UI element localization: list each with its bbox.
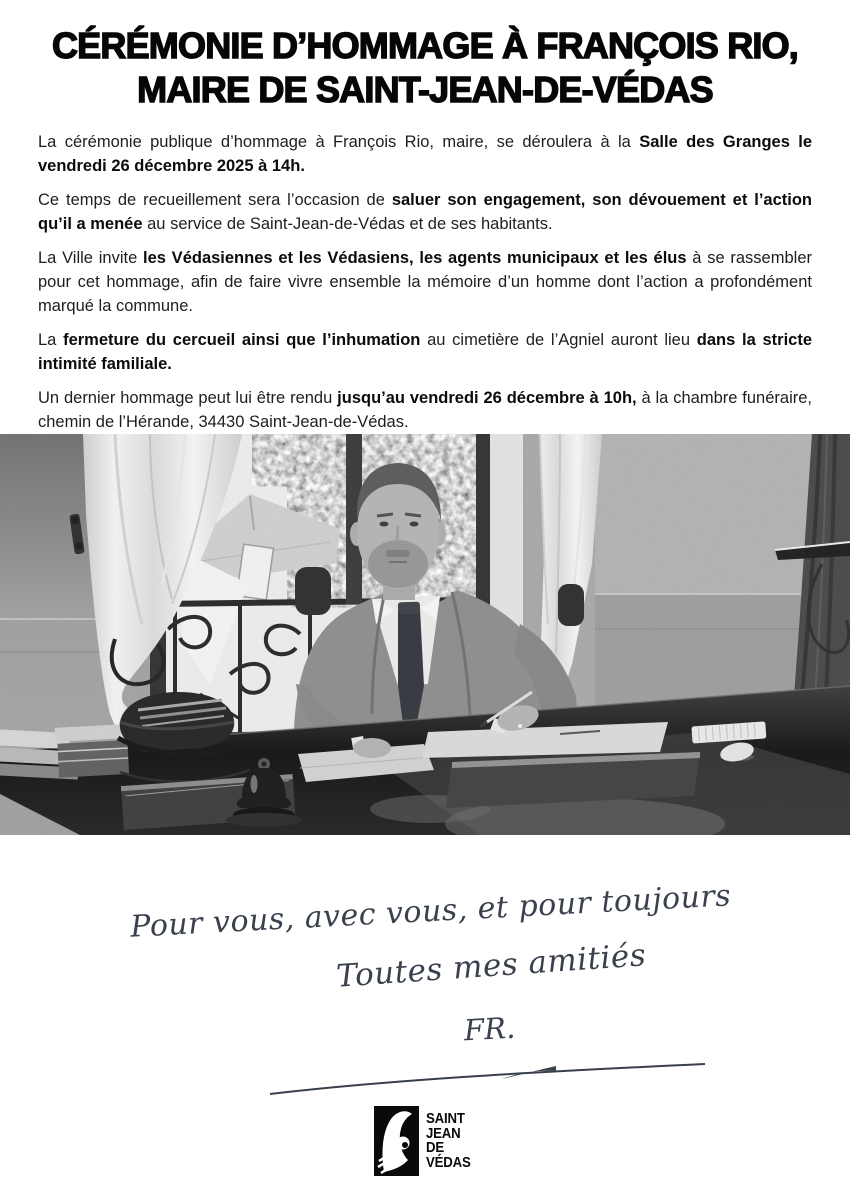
- text-segment-bold: dans la stricte intimité familiale.: [38, 331, 812, 373]
- mayor-photo-illustration: [0, 434, 850, 835]
- handwritten-initials: FR.: [463, 1010, 517, 1048]
- city-logo-emblem-icon: [374, 1106, 419, 1176]
- text-segment-bold: fermeture du cercueil ainsi que l’inhumation: [63, 331, 421, 349]
- paragraph-ceremony-info: [38, 130, 812, 178]
- announcement-text-block: [0, 0, 850, 434]
- signature-flourish: [200, 1048, 740, 1103]
- title-line-1: CÉRÉMONIE D’HOMMAGE À FRANÇOIS RIO,: [51, 25, 799, 66]
- text-segment: Un dernier hommage peut lui être rendu: [38, 389, 338, 407]
- handwritten-line-2: Toutes mes amitiés: [335, 937, 648, 995]
- city-logo-wordmark: [426, 1112, 471, 1170]
- mayor-portrait-photo: [0, 434, 850, 835]
- text-segment: Ce temps de recueillement sera l’occasion de: [38, 191, 392, 209]
- logo-line-saint: SAINT: [425, 1110, 465, 1127]
- text-segment: La Ville invite: [38, 249, 143, 267]
- logo-line-vedas: VÉDAS: [425, 1153, 471, 1171]
- text-segment: à la chambre funéraire, chemin de l’Hérande, 34430 Saint-Jean-de-Védas.: [38, 389, 812, 431]
- text-segment: La cérémonie publique d’hommage à François Rio, maire, se déroulera à la: [38, 133, 640, 151]
- paragraph-invitation: [38, 246, 812, 318]
- text-segment: au service de Saint-Jean-de-Védas et de ses habitants.: [142, 215, 553, 233]
- page-title: [38, 24, 812, 112]
- city-logo: [0, 1106, 850, 1176]
- text-segment-bold: Salle des Granges le vendredi 26 décembre 2025 à 14h.: [38, 133, 813, 175]
- logo-line-de: DE: [425, 1139, 444, 1156]
- paragraph-dernier-hommage: [38, 386, 812, 434]
- text-segment-bold: jusqu’au vendredi 26 décembre à 10h,: [337, 389, 637, 407]
- text-segment: au cimetière de l’Agniel auront lieu: [420, 331, 697, 349]
- text-segment-bold: saluer son engagement, son dévouement et l’action qu’il a menée: [38, 191, 812, 233]
- text-segment: à se rassembler pour cet hommage, afin de faire vivre ensemble la mémoire d’un homme dont l’action a profondément marqué la commune.: [38, 249, 812, 315]
- text-segment: La: [38, 331, 64, 349]
- paragraph-inhumation: [38, 328, 812, 376]
- title-line-2: MAIRE DE SAINT-JEAN-DE-VÉDAS: [137, 69, 713, 110]
- handwritten-line-1: Pour vous, avec vous, et pour toujours: [129, 878, 732, 945]
- logo-line-jean: JEAN: [425, 1124, 461, 1142]
- text-segment-bold: les Védasiennes et les Védasiens, les agents municipaux et les élus: [143, 249, 687, 267]
- paragraph-recueillement: [38, 188, 812, 236]
